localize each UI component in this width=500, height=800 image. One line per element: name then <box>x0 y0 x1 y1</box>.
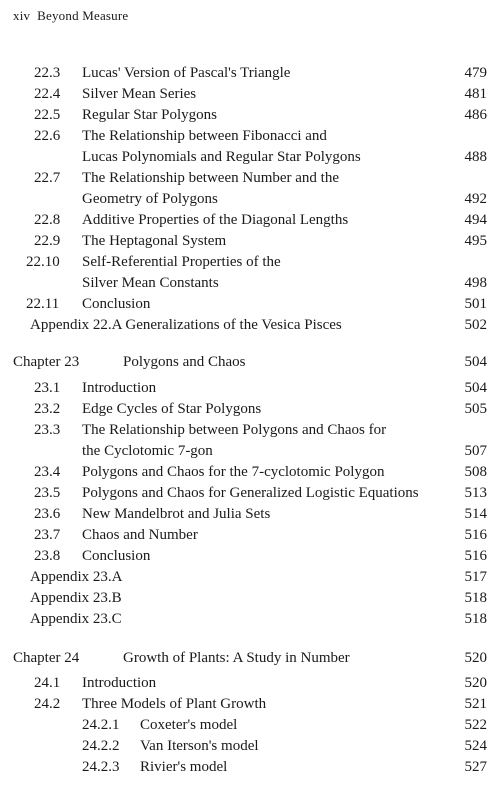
toc-entry <box>0 294 500 315</box>
entry-title: New Mandelbrot and Julia Sets <box>82 506 271 522</box>
entry-number: 22.6 <box>34 128 61 144</box>
entry-page-number: 508 <box>464 464 487 480</box>
header-page-label: xiv <box>13 8 31 23</box>
toc-entry <box>0 378 500 399</box>
entry-page-number: 479 <box>464 65 487 81</box>
entry-title: Appendix 23.C <box>30 611 122 627</box>
entry-title: The Relationship between Number and the <box>82 170 340 186</box>
entry-page-number: 498 <box>464 275 487 291</box>
entry-title: Appendix 23.A <box>30 569 123 585</box>
toc-entry <box>0 231 500 252</box>
entry-number: 22.10 <box>26 254 60 270</box>
entry-number: 22.4 <box>34 86 61 102</box>
toc-entry <box>0 84 500 105</box>
entry-page-number: 514 <box>464 506 487 522</box>
entry-title: Lucas' Version of Pascal's Triangle <box>82 65 291 81</box>
toc-entry <box>0 525 500 546</box>
entry-number: 22.5 <box>34 107 61 123</box>
entry-page-number: 521 <box>464 696 487 712</box>
toc-entry <box>0 546 500 567</box>
entry-number: Chapter 23 <box>13 354 80 370</box>
toc-entry <box>0 126 500 168</box>
entry-number: 24.1 <box>34 675 61 691</box>
entry-page-number: 501 <box>464 296 487 312</box>
entry-number: 23.4 <box>34 464 61 480</box>
entry-title: Appendix 23.B <box>30 590 122 606</box>
toc-entry <box>0 420 500 462</box>
entry-page-number: 492 <box>464 191 487 207</box>
entry-title: Polygons and Chaos for the 7-cyclotomic Polygon <box>82 464 385 480</box>
entry-title-continued: Silver Mean Constants <box>82 275 219 291</box>
toc-entry <box>0 168 500 210</box>
entry-number: 22.9 <box>34 233 61 249</box>
entry-number: 23.7 <box>34 527 61 543</box>
entry-page-number: 494 <box>464 212 487 228</box>
entry-title: Appendix 22.A Generalizations of the Vesica Pisces <box>30 317 342 333</box>
entry-title: Conclusion <box>82 548 151 564</box>
toc-entry <box>0 105 500 126</box>
toc-entry <box>0 63 500 84</box>
entry-page-number: 516 <box>464 527 487 543</box>
entry-title: The Relationship between Fibonacci and <box>82 128 327 144</box>
entry-title: Rivier's model <box>140 759 228 775</box>
entry-title: Growth of Plants: A Study in Number <box>123 650 350 666</box>
toc-entry <box>0 210 500 231</box>
toc-entry <box>0 504 500 525</box>
entry-number: 24.2 <box>34 696 61 712</box>
entry-page-number: 504 <box>464 380 487 396</box>
toc-entry <box>0 588 500 609</box>
entry-number: 23.8 <box>34 548 61 564</box>
toc-entry <box>0 567 500 588</box>
entry-title: Self-Referential Properties of the <box>82 254 281 270</box>
entry-page-number: 520 <box>464 675 487 691</box>
entry-number: 22.7 <box>34 170 61 186</box>
entry-number: Chapter 24 <box>13 650 80 666</box>
chapter-entry <box>0 648 500 669</box>
entry-page-number: 516 <box>464 548 487 564</box>
entry-title-continued: Lucas Polynomials and Regular Star Polygons <box>82 149 361 165</box>
entry-title: Additive Properties of the Diagonal Lengths <box>82 212 349 228</box>
running-header <box>13 8 128 24</box>
toc-entry <box>0 399 500 420</box>
header-book-title: Beyond Measure <box>37 8 129 23</box>
entry-number: 22.8 <box>34 212 61 228</box>
entry-number: 22.3 <box>34 65 61 81</box>
entry-number: 23.1 <box>34 380 61 396</box>
entry-number: 23.5 <box>34 485 61 501</box>
entry-page-number: 507 <box>464 443 487 459</box>
entry-title: The Relationship between Polygons and Chaos for <box>82 422 387 438</box>
entry-page-number: 505 <box>464 401 487 417</box>
toc-entry <box>0 736 500 757</box>
entry-page-number: 481 <box>464 86 487 102</box>
entry-page-number: 522 <box>464 717 487 733</box>
entry-page-number: 486 <box>464 107 487 123</box>
toc-entry <box>0 462 500 483</box>
entry-title: The Heptagonal System <box>82 233 227 249</box>
entry-title: Introduction <box>82 675 157 691</box>
entry-number: 22.11 <box>26 296 60 312</box>
entry-title: Chaos and Number <box>82 527 198 543</box>
entry-number: 23.6 <box>34 506 61 522</box>
entry-title-continued: the Cyclotomic 7-gon <box>82 443 213 459</box>
entry-page-number: 495 <box>464 233 487 249</box>
entry-title: Regular Star Polygons <box>82 107 217 123</box>
toc-entry <box>0 715 500 736</box>
entry-page-number: 517 <box>464 569 487 585</box>
entry-number: 23.3 <box>34 422 61 438</box>
entry-page-number: 524 <box>464 738 487 754</box>
entry-number: 23.2 <box>34 401 61 417</box>
entry-title-continued: Geometry of Polygons <box>82 191 218 207</box>
toc-entry <box>0 252 500 294</box>
entry-page-number: 518 <box>464 590 487 606</box>
entry-title: Edge Cycles of Star Polygons <box>82 401 262 417</box>
entry-title: Polygons and Chaos for Generalized Logistic Equations <box>82 485 419 501</box>
toc-entry <box>0 483 500 504</box>
toc-entry <box>0 694 500 715</box>
entry-page-number: 518 <box>464 611 487 627</box>
entry-page-number: 504 <box>464 354 487 370</box>
toc-entry <box>0 673 500 694</box>
entry-title: Three Models of Plant Growth <box>82 696 267 712</box>
entry-page-number: 488 <box>464 149 487 165</box>
entry-title: Polygons and Chaos <box>123 354 246 370</box>
entry-title: Coxeter's model <box>140 717 238 733</box>
entry-page-number: 513 <box>464 485 487 501</box>
entry-page-number: 520 <box>464 650 487 666</box>
entry-number: 24.2.1 <box>82 717 120 733</box>
toc-entry <box>0 315 500 336</box>
entry-title: Silver Mean Series <box>82 86 197 102</box>
entry-number: 24.2.3 <box>82 759 120 775</box>
entry-number: 24.2.2 <box>82 738 120 754</box>
toc-entry <box>0 609 500 630</box>
entry-page-number: 527 <box>464 759 487 775</box>
entry-title: Van Iterson's model <box>140 738 259 754</box>
entry-title: Introduction <box>82 380 157 396</box>
chapter-entry <box>0 352 500 373</box>
entry-title: Conclusion <box>82 296 151 312</box>
toc-entry <box>0 757 500 778</box>
entry-page-number: 502 <box>464 317 487 333</box>
